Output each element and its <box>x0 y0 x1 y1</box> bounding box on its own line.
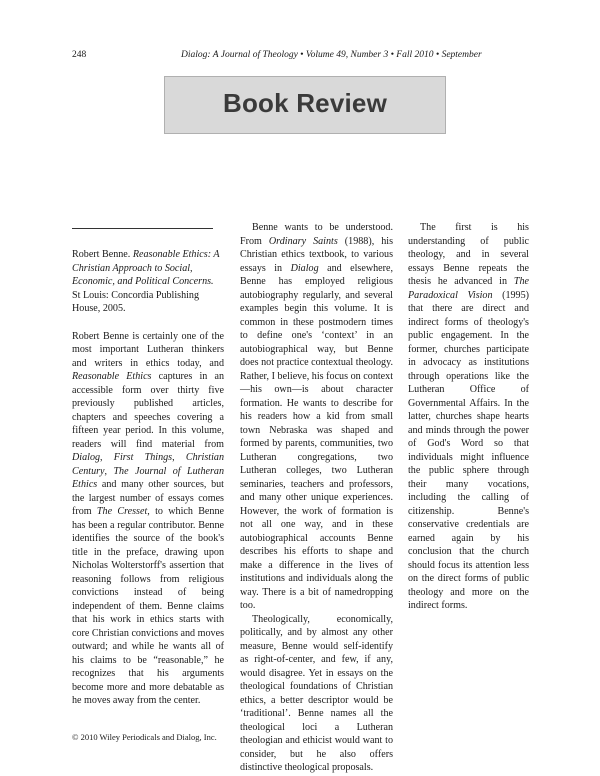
copyright-footer: © 2010 Wiley Periodicals and Dialog, Inc. <box>72 732 217 742</box>
text-column-1 <box>72 248 224 708</box>
paragraph-1: Robert Benne is certainly one of the most important Lutheran thinkers and writers in ethics today, and Reasonable Ethics captures in an accessible form over thirty five previously published articles, chapters and speeches covering a fifteen year period. In this volume, readers will find material from Dialog, First Things, Christian Century, The Journal of Lutheran Ethics and many other sources, but the largest number of essays comes from The Cresset, to which Benne has been a regular contributor. Benne identifies the source of the book's title in the preface, drawing upon Nicholas Wolterstorff's assertion that reasoning follows from religious convictions instead of being independent of them. Benne claims that his work in ethics starts with core Christian convictions and moves outward; and while he wants all of his claims to be “reasonable,” he recognizes that his arguments become more and more debatable as he moves away from the center. <box>72 330 224 706</box>
paragraph-3: Theologically, economically, politically, and by almost any other measure, Benne would self-identify as right-of-center, and few, if any, would disagree. Yet in essays on the theological foundations of Christian ethics, a better descriptor would be ‘traditional’. Benne names all the theological loci a Lutheran theologian and ethicist would want to consider, but he also offers distinctive theological proposals. <box>240 613 393 773</box>
page-number: 248 <box>72 50 87 60</box>
section-title-box <box>164 76 446 134</box>
text-column-3 <box>408 221 529 613</box>
book-title: Reasonable Ethics: A Christian Approach to Social, Economic, and Political Concerns. <box>72 249 220 287</box>
book-citation: Robert Benne. Reasonable Ethics: A Christian Approach to Social, Economic, and Political Concerns. St Louis: Concordia Publishing House, 2005. <box>72 249 220 314</box>
paragraph-2: Benne wants to be understood. From Ordinary Saints (1988), his Christian ethics textbook, to various essays in Dialog and elsewhere, Benne has employed religious autobiography regularly, and several examples begin this volume. It is common in these postmodern times to define one's ‘context’ in an autobiographical way, but Benne does not practice contextual theology. Rather, I believe, his focus on context—his own—is about character formation. He wants to describe for his readers how a kid from small town Nebraska was shaped and formed by parents, communities, two Lutheran congregations, two Lutheran colleges, two Lutheran seminaries, teachers and professors, and many other unique experiences. However, the work of formation is not all one way, and in these autobiographical accounts Benne describes his efforts to shape and make a difference in the lives of institutions and individuals along the way. There is a bit of namedropping too. <box>240 222 394 611</box>
paragraph-4: The first is his understanding of public theology, and in several essays Benne repeats the thesis he advanced in The Paradoxical Vision (1995) that there are direct and indirect forms of theology's public engagement. In the former, churches participate in advocacy as institutions through operations like the Lutheran Office of Governmental Affairs. In the latter, churches shape hearts and minds through the power of God's Word so that individuals might influence the public sphere through their many vocations, including the calling of citizenship. Benne's conservative credentials are earned again by his conclusion that the church should focus its attention less on the direct forms of public theology and more on the indirect forms. <box>408 222 529 611</box>
journal-running-header: Dialog: A Journal of Theology • Volume 49, Number 3 • Fall 2010 • September <box>181 50 482 60</box>
text-column-2 <box>240 221 394 773</box>
section-title: Book Review <box>222 88 387 118</box>
column-rule <box>72 228 213 229</box>
